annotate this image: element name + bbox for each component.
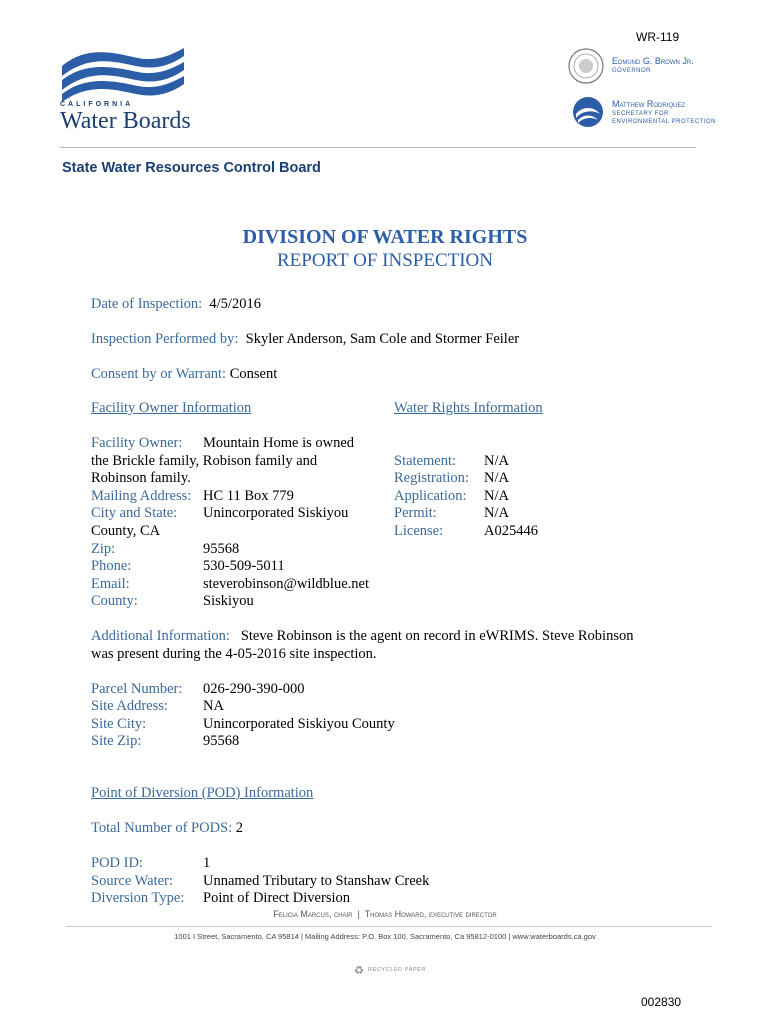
zip-label: Zip: [91, 541, 116, 557]
source-water-label: Source Water: [91, 873, 173, 889]
registration-value: N/A [484, 470, 509, 486]
footer-officials: Felicia Marcus, chair | Thomas Howard, executive director [273, 909, 497, 919]
county-value: Siskiyou [203, 593, 254, 609]
consent-label: Consent by or Warrant: [91, 366, 227, 382]
inspection-date [91, 296, 261, 314]
email-value[interactable]: steverobinson@wildblue.net [203, 576, 369, 592]
report-title: REPORT OF INSPECTION [277, 250, 493, 271]
state-seal-icon [568, 48, 604, 89]
pod-heading: Point of Diversion (POD) Information [91, 785, 314, 801]
email-label: Email: [91, 576, 130, 592]
additional-info-line2: was present during the 4-05-2016 site inspection. [91, 646, 377, 662]
facility-owner [91, 435, 182, 453]
pod-total-value: 2 [235, 820, 244, 836]
waves-icon [58, 44, 188, 102]
site-city-value: Unincorporated Siskiyou County [203, 716, 395, 732]
site-address-label: Site Address: [91, 698, 168, 714]
governor-name: Edmund G. Brown Jr. [612, 56, 694, 66]
secretary-title-1: SECRETARY FOR [612, 111, 669, 117]
site-city-label: Site City: [91, 716, 147, 732]
calepa-logo-icon [572, 96, 604, 133]
inspection-performed [91, 331, 519, 349]
additional-info [91, 628, 633, 646]
agency-name: State Water Resources Control Board [62, 160, 321, 176]
application-value: N/A [484, 488, 509, 504]
footer-address: 1001 I Street, Sacramento, CA 95814 | Mailing Address: P.O. Box 100, Sacramento, Ca 95812-0100 | www.waterboards.ca.gov [174, 932, 596, 941]
inspection-performed-label: Inspection Performed by: [91, 331, 239, 347]
facility-owner-heading: Facility Owner Information [91, 400, 252, 416]
statement-label: Statement: [394, 453, 457, 469]
facility-owner-line3: Robinson family. [91, 470, 191, 486]
mailing-address-label: Mailing Address: [91, 488, 192, 504]
pod-total [91, 820, 243, 838]
parcel-number-value: 026-290-390-000 [203, 681, 305, 697]
logo-main-text: Water Boards [60, 108, 191, 134]
mailing-address-value: HC 11 Box 779 [203, 488, 294, 504]
city-state-value: Unincorporated Siskiyou [203, 505, 349, 521]
diversion-type-label: Diversion Type: [91, 890, 185, 906]
governor-title: GOVERNOR [612, 68, 652, 74]
footer-divider [66, 926, 712, 927]
site-zip-value: 95568 [203, 733, 240, 749]
additional-info-label: Additional Information: [91, 628, 230, 644]
form-number: WR-119 [636, 30, 680, 44]
water-boards-logo [58, 44, 198, 136]
secretary-title-2: ENVIRONMENTAL PROTECTION [612, 119, 717, 125]
application-label: Application: [394, 488, 467, 504]
permit-value: N/A [484, 505, 509, 521]
city-state-value-2: County, CA [91, 523, 161, 539]
source-water-value: Unnamed Tributary to Stanshaw Creek [203, 873, 430, 889]
city-state-label: City and State: [91, 505, 178, 521]
license-label: License: [394, 523, 444, 539]
facility-owner-line1: Mountain Home is owned [203, 435, 355, 451]
facility-owner-line2: the Brickle family, Robison family and [91, 453, 318, 469]
consent [91, 366, 277, 384]
pod-id-label: POD ID: [91, 855, 143, 871]
parcel-number-label: Parcel Number: [91, 681, 183, 697]
phone-label: Phone: [91, 558, 132, 574]
recycle-icon: ♻ [354, 965, 364, 977]
site-zip-label: Site Zip: [91, 733, 142, 749]
inspection-performed-value: Skyler Anderson, Sam Cole and Stormer Feiler [245, 331, 520, 347]
county-label: County: [91, 593, 138, 609]
facility-owner-label: Facility Owner: [91, 435, 183, 451]
registration-label: Registration: [394, 470, 469, 486]
additional-info-line1: Steve Robinson is the agent on record in eWRIMS. Steve Robinson [240, 628, 634, 644]
pod-id-value: 1 [203, 855, 211, 871]
permit-label: Permit: [394, 505, 437, 521]
secretary-name: Matthew Rodriquez [612, 99, 686, 109]
recycled-paper-text: RECYCLED PAPER [368, 967, 427, 973]
zip-value: 95568 [203, 541, 240, 557]
site-address-value: NA [203, 698, 224, 714]
page-number: 002830 [641, 995, 682, 1009]
statement-value: N/A [484, 453, 509, 469]
license-value: A025446 [484, 523, 538, 539]
header-divider [60, 147, 696, 148]
logo-top-text: CALIFORNIA [60, 101, 134, 108]
consent-value: Consent [229, 366, 278, 382]
water-rights-heading: Water Rights Information [394, 400, 543, 416]
inspection-date-value: 4/5/2016 [209, 296, 261, 312]
diversion-type-value: Point of Direct Diversion [203, 890, 350, 906]
phone-value: 530-509-5011 [203, 558, 285, 574]
division-title: DIVISION OF WATER RIGHTS [242, 226, 528, 248]
pod-total-label: Total Number of PODS: [91, 820, 233, 836]
inspection-date-label: Date of Inspection: [91, 296, 203, 312]
